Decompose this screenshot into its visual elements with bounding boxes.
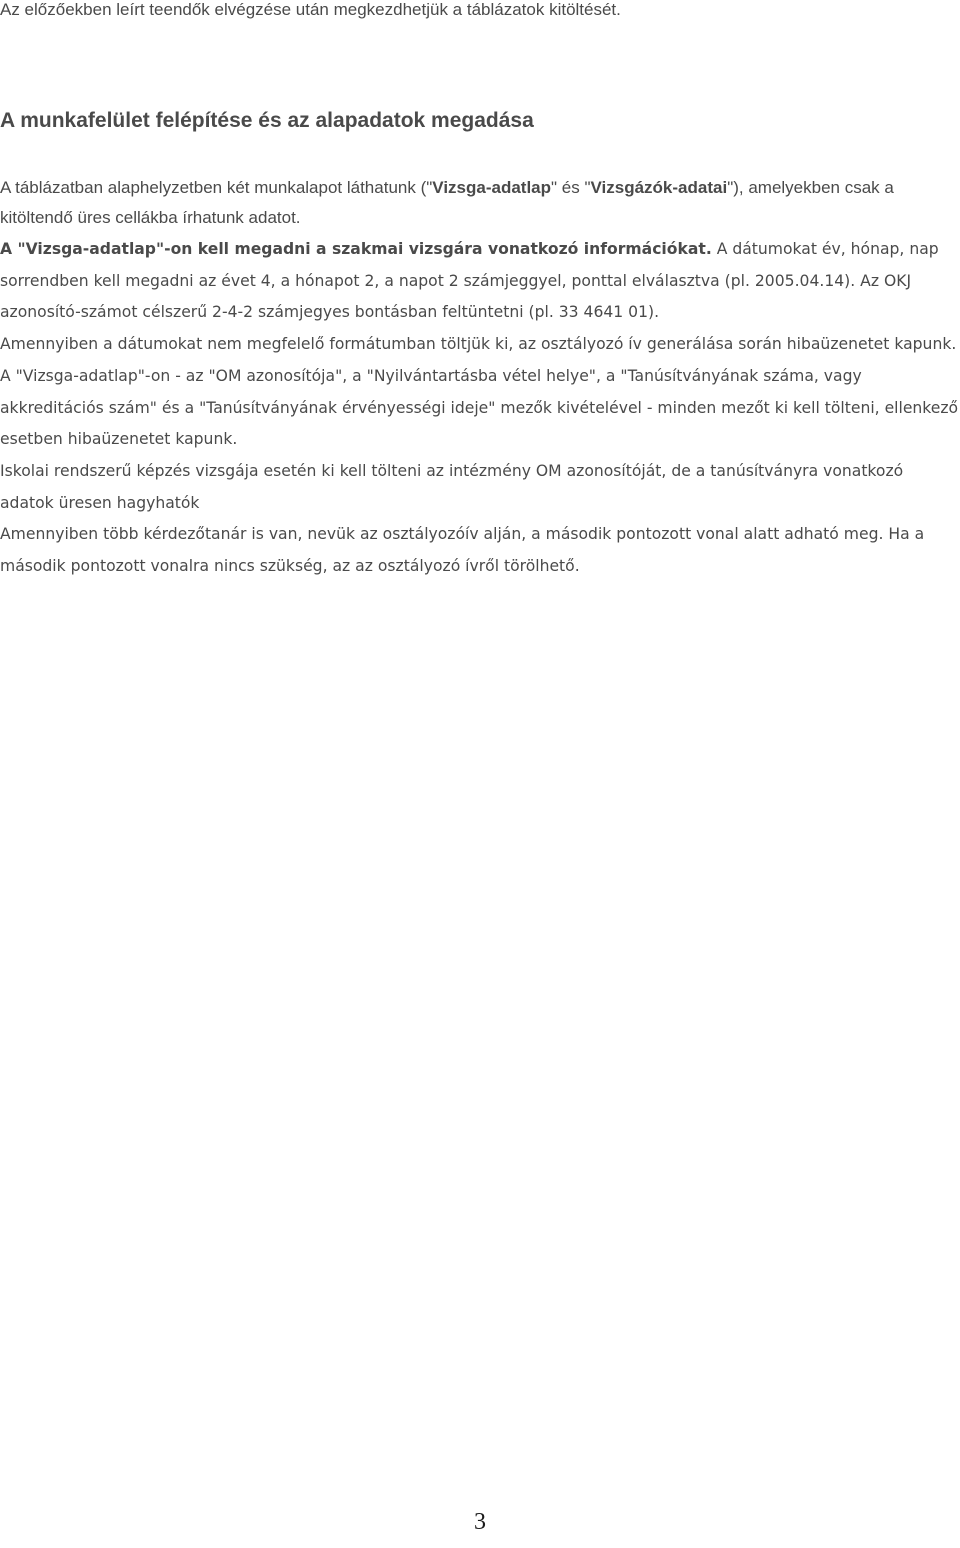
section-heading: A munkafelület felépítése és az alapadatok megadása [0, 109, 534, 132]
paragraph-text: "), amelyekben csak a kitöltendő üres cellákba írhatunk adatot. [0, 178, 894, 227]
page-number: 3 [474, 1509, 486, 1535]
paragraph-text: " és " [551, 178, 591, 197]
intro-line: Az előzőekben leírt teendők elvégzése után megkezdhetjük a táblázatok kitöltését. [0, 0, 621, 19]
paragraph-text: A táblázatban alaphelyzetben két munkalapot láthatunk (" [0, 178, 433, 197]
paragraph-multiple-examiners: Amennyiben több kérdezőtanár is van, nevük az osztályozóív alján, a második pontozott vonal alatt adható meg. Ha a második pontozott vonalra nincs szükség, az az osztályozó ívről törölhető. [0, 525, 925, 576]
paragraph-required-fields: A "Vizsga-adatlap"-on - az "OM azonosítója", a "Nyilvántartásba vétel helye", a "Tanúsítványának száma, vagy akkreditációs szám" és a "Tanúsítványának érvényességi ideje" mezők kivételével - minden mezőt ki kell tölteni, ellenkező esetben hibaüzenetet kapunk. [0, 366, 959, 449]
bold-instruction: A "Vizsga-adatlap"-on kell megadni a szakmai vizsgára vonatkozó információkat. [0, 240, 712, 258]
paragraph-date-error: Amennyiben a dátumokat nem megfelelő formátumban töltjük ki, az osztályozó ív generálása során hibaüzenetet kapunk. [0, 335, 957, 354]
bold-term-vizsgazok-adatai: Vizsgázók-adatai [590, 178, 728, 197]
paragraph-date-format [0, 234, 960, 329]
paragraph-school-training: Iskolai rendszerű képzés vizsgája esetén ki kell tölteni az intézmény OM azonosítóját, de a tanúsítványra vonatkozó adatok üresen hagyhatók [0, 461, 904, 512]
paragraph-text: A dátumokat év, hónap, nap sorrendben kell megadni az évet 4, a hónapot 2, a napot 2 számjeggyel, ponttal elválasztva (pl. 2005.04.14). Az OKJ azonosító-számot célszerű 2-4-2 számjegyes bontásban feltüntetni (pl. 33 4641 01). [0, 240, 939, 322]
instructions-body [0, 234, 960, 583]
paragraph-worksheets [0, 173, 960, 233]
bold-term-vizsga-adatlap: Vizsga-adatlap [432, 178, 552, 197]
